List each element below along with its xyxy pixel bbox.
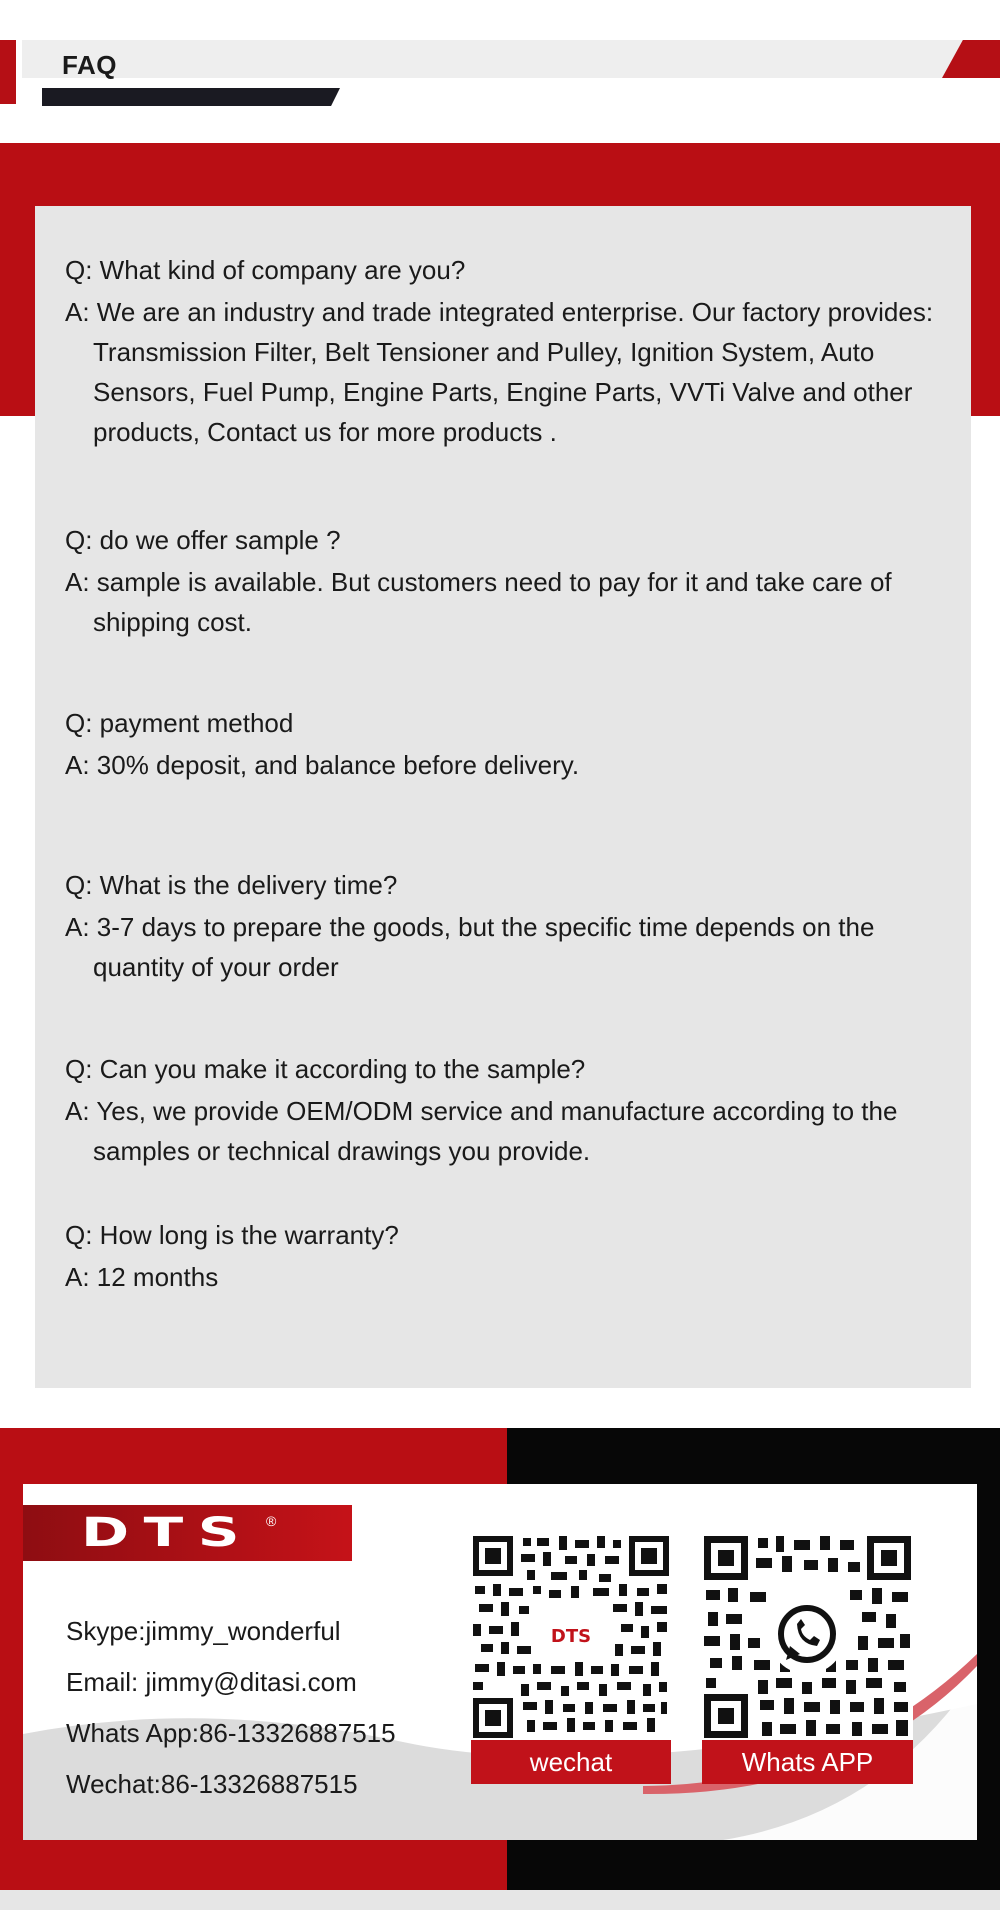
- email-contact: Email: jimmy@ditasi.com: [66, 1667, 357, 1697]
- faq-item-sample: [65, 520, 965, 642]
- faq-item-warranty: [65, 1215, 965, 1297]
- faq-title-underline: [42, 88, 340, 106]
- faq-answer: A: 12 months: [65, 1262, 219, 1292]
- qr-code-icon: [702, 1534, 913, 1740]
- contact-section: [0, 1428, 1000, 1890]
- qr-code-icon: [471, 1534, 671, 1740]
- skype-contact: Skype:jimmy_wonderful: [66, 1616, 341, 1646]
- faq-question: Q: What is the delivery time?: [65, 870, 398, 900]
- bottom-strip: [0, 1890, 1000, 1910]
- contact-card: [23, 1484, 977, 1840]
- faq-header: [0, 0, 1000, 143]
- faq-question: Q: do we offer sample ?: [65, 525, 341, 555]
- faq-answer: A: We are an industry and trade integrated enterprise. Our factory provides: Transmission Filter, Belt Tensioner and Pulley, Ignition System, Auto Sensors, Fuel Pump, Engine Parts, Engine Parts, VVTi Valve and other products, Contact us for more products .: [65, 297, 934, 447]
- whatsapp-qr-code: [702, 1534, 913, 1784]
- faq-item-custom: [65, 1049, 965, 1171]
- faq-question: Q: payment method: [65, 708, 294, 738]
- faq-question: Q: How long is the warranty?: [65, 1220, 399, 1250]
- wechat-qr-code: [471, 1534, 671, 1784]
- faq-answer: A: sample is available. But customers need to pay for it and take care of shipping cost.: [65, 567, 892, 637]
- faq-item-delivery: [65, 865, 965, 987]
- whatsapp-contact: Whats App:86-13326887515: [66, 1718, 396, 1748]
- faq-item-payment: [65, 703, 965, 785]
- qr-center-logo: DTS: [550, 1626, 592, 1647]
- dts-logo-banner: [23, 1505, 352, 1561]
- faq-question: Q: Can you make it according to the sample?: [65, 1054, 586, 1084]
- wechat-qr-label: wechat: [471, 1740, 671, 1784]
- faq-item-company: [65, 250, 965, 452]
- faq-title: FAQ: [62, 50, 117, 80]
- dts-logo: DTS: [81, 1510, 254, 1556]
- registered-mark: ®: [266, 1513, 277, 1529]
- wechat-contact: Wechat:86-13326887515: [66, 1769, 358, 1799]
- whatsapp-qr-label: Whats APP: [702, 1740, 913, 1784]
- faq-answer: A: Yes, we provide OEM/ODM service and manufacture according to the samples or technical drawings you provide.: [65, 1096, 898, 1166]
- faq-left-accent: [0, 40, 16, 104]
- faq-question: Q: What kind of company are you?: [65, 255, 466, 285]
- faq-header-bar: [22, 40, 982, 78]
- faq-answer: A: 3-7 days to prepare the goods, but the specific time depends on the quantity of your order: [65, 912, 875, 982]
- faq-answer: A: 30% deposit, and balance before delivery.: [65, 750, 580, 780]
